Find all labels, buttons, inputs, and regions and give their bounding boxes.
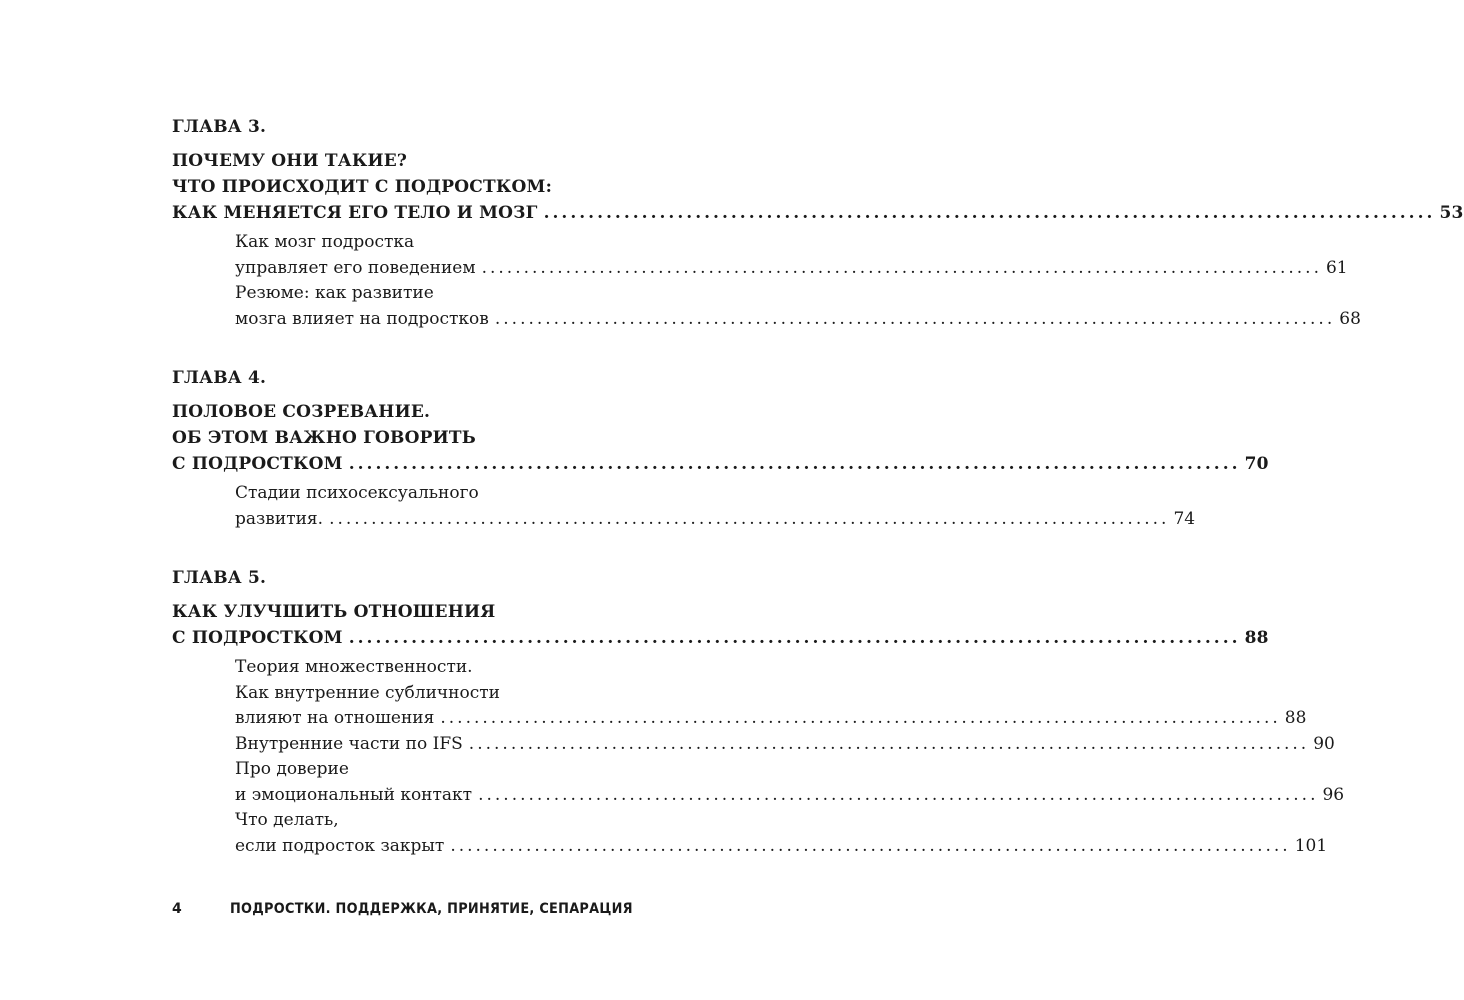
chapter-title xyxy=(172,599,1269,651)
section-entry[interactable] xyxy=(235,732,1335,758)
chapter-label: ГЛАВА 4. xyxy=(172,368,267,388)
section-entry[interactable] xyxy=(235,481,1196,532)
section-line: и эмоциональный контакт xyxy=(235,784,473,805)
chapter-title xyxy=(172,399,1269,477)
chapter-4 xyxy=(172,365,1269,532)
section-line: мозга влияет на подростков xyxy=(235,308,489,329)
chapter-3 xyxy=(172,114,1464,332)
section-line: Что делать, xyxy=(235,810,339,830)
chapter-label: ГЛАВА 3. xyxy=(172,117,267,137)
chapter-title-line: ПОЛОВОЕ СОЗРЕВАНИЕ. xyxy=(172,402,431,422)
chapter-title-line: ЧТО ПРОИСХОДИТ С ПОДРОСТКОМ: xyxy=(172,177,553,197)
section-entry[interactable] xyxy=(235,281,1361,332)
section-line: Как мозг подростка xyxy=(235,232,415,252)
section-entry[interactable] xyxy=(235,757,1345,808)
section-line: влияют на отношения xyxy=(235,708,435,728)
dot-leader: .................................................................................................... xyxy=(440,708,1281,728)
page-number: 88 xyxy=(1284,708,1307,728)
chapter-title-line: С ПОДРОСТКОМ xyxy=(172,454,343,474)
page-number: 53 xyxy=(1439,203,1464,223)
chapter-title-line: КАК МЕНЯЕТСЯ ЕГО ТЕЛО И МОЗГ xyxy=(172,203,538,223)
chapter-title-line: КАК УЛУЧШИТЬ ОТНОШЕНИЯ xyxy=(172,602,496,622)
dot-leader: .................................................................................................... xyxy=(348,628,1241,648)
dot-leader: .................................................................................................... xyxy=(468,733,1310,754)
section-list xyxy=(235,481,1196,532)
dot-leader: .................................................................................................... xyxy=(494,308,1336,329)
dot-leader: .................................................................................................... xyxy=(348,454,1241,474)
footer-page-number: 4 xyxy=(172,901,183,917)
chapter-title-entry[interactable] xyxy=(172,200,1464,226)
section-entry[interactable] xyxy=(235,808,1328,859)
dot-leader: .................................................................................................... xyxy=(478,784,1319,805)
chapter-title-line: ПОЧЕМУ ОНИ ТАКИЕ? xyxy=(172,151,408,171)
section-line: Как внутренние субличности xyxy=(235,682,500,703)
section-line: Резюме: как развитие xyxy=(235,283,434,303)
dot-leader: .................................................................................................... xyxy=(481,257,1322,278)
section-line: Стадии психосексуального xyxy=(235,483,479,503)
chapter-5 xyxy=(172,565,1345,859)
dot-leader: .................................................................................................... xyxy=(450,835,1291,856)
page-number: 96 xyxy=(1322,784,1345,805)
section-list xyxy=(235,655,1345,859)
page-number: 101 xyxy=(1294,835,1328,856)
page-number: 88 xyxy=(1244,628,1269,648)
section-line: если подросток закрыт xyxy=(235,835,445,856)
section-entry[interactable] xyxy=(235,655,1307,732)
page-number: 70 xyxy=(1244,454,1269,474)
section-line: Про доверие xyxy=(235,759,349,779)
section-line: Внутренние части по IFS xyxy=(235,733,463,754)
chapter-title xyxy=(172,148,1464,226)
page-number: 74 xyxy=(1173,508,1196,529)
chapter-title-line: С ПОДРОСТКОМ xyxy=(172,628,343,648)
chapter-title-line: ОБ ЭТОМ ВАЖНО ГОВОРИТЬ xyxy=(172,428,476,448)
section-list xyxy=(235,230,1361,332)
section-line: развития. xyxy=(235,508,324,529)
section-line: Теория множественности. xyxy=(235,657,473,677)
section-line: управляет его поведением xyxy=(235,257,476,278)
section-entry[interactable] xyxy=(235,230,1348,281)
page-number: 90 xyxy=(1313,733,1335,754)
chapter-title-entry[interactable] xyxy=(172,625,1269,651)
page-number: 68 xyxy=(1339,308,1361,329)
chapter-title-entry[interactable] xyxy=(172,451,1269,477)
dot-leader: .................................................................................................... xyxy=(543,203,1436,223)
dot-leader: .................................................................................................... xyxy=(329,508,1170,529)
page-number: 61 xyxy=(1325,257,1348,278)
running-title: ПОДРОСТКИ. ПОДДЕРЖКА, ПРИНЯТИЕ, СЕПАРАЦИЯ xyxy=(230,901,633,917)
chapter-label: ГЛАВА 5. xyxy=(172,568,267,588)
